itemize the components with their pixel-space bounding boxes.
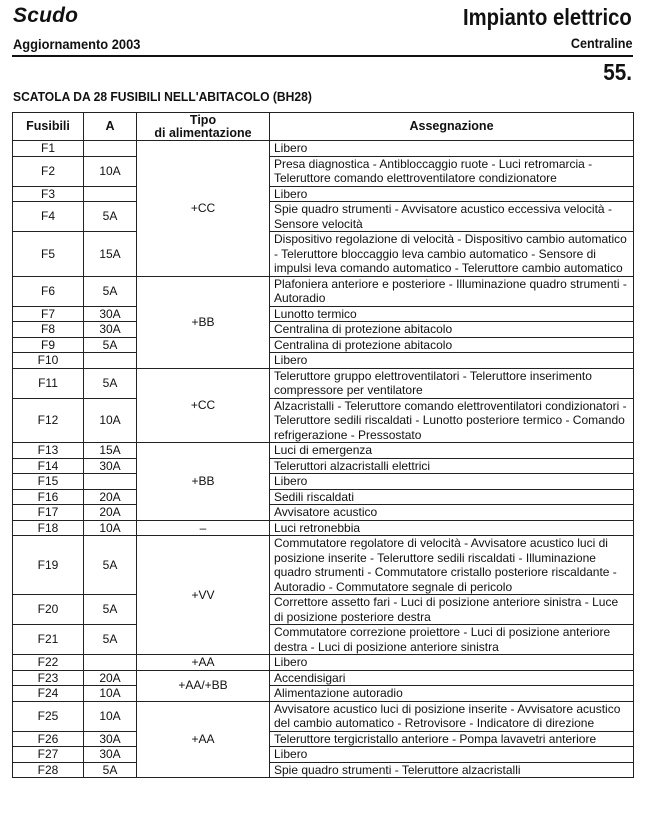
fuse-assignment: Presa diagnostica - Antibloccaggio ruote - Luci retromarcia - Teleruttore comando elettroventilatore condizionatore — [270, 156, 634, 186]
fuse-amperage: 10A — [84, 701, 137, 731]
table-row — [13, 536, 634, 595]
page-number: 55. — [603, 59, 632, 85]
fuse-amperage: 30A — [84, 458, 137, 474]
fuse-amperage: 10A — [84, 520, 137, 536]
fuse-assignment: Commutatore regolatore di velocità - Avvisatore acustico luci di posizione inserite - Teleruttore sedili riscaldati - Illuminazione quadro strumenti - Commutatore cristallo posteriore riscaldante - Autoradio - Commutatore segnale di pericolo — [270, 536, 634, 595]
fuse-assignment: Sedili riscaldati — [270, 489, 634, 505]
table-row — [13, 595, 634, 625]
table-row — [13, 337, 634, 353]
fuse-assignment: Libero — [270, 655, 634, 671]
fuse-id: F15 — [13, 474, 84, 490]
fuse-id: F5 — [13, 232, 84, 277]
col-header-fuse: Fusibili — [13, 113, 84, 141]
fuse-id: F14 — [13, 458, 84, 474]
fuse-id: F24 — [13, 686, 84, 702]
fuse-supply-type: +BB — [137, 443, 270, 521]
table-row — [13, 186, 634, 202]
fuse-assignment: Centralina di protezione abitacolo — [270, 337, 634, 353]
col-header-amp: A — [84, 113, 137, 141]
table-row — [13, 670, 634, 686]
fuse-amperage: 5A — [84, 625, 137, 655]
fuse-id: F19 — [13, 536, 84, 595]
fuse-supply-type: +BB — [137, 276, 270, 368]
table-row — [13, 520, 634, 536]
fuse-id: F10 — [13, 353, 84, 369]
fuse-amperage: 20A — [84, 670, 137, 686]
col-header-supply-line1: Tipo — [189, 112, 217, 127]
table-row — [13, 458, 634, 474]
fuse-amperage — [84, 186, 137, 202]
fuse-amperage — [84, 655, 137, 671]
header-subsection: Centraline — [570, 35, 632, 51]
fuse-assignment: Centralina di protezione abitacolo — [270, 322, 634, 338]
header-section: Impianto elettrico — [463, 4, 632, 30]
table-row — [13, 368, 634, 398]
fuse-supply-type: +CC — [137, 368, 270, 443]
table-row — [13, 322, 634, 338]
table-row — [13, 306, 634, 322]
fuse-amperage: 10A — [84, 686, 137, 702]
fuse-amperage: 5A — [84, 337, 137, 353]
fuse-supply-type: +AA — [137, 701, 270, 778]
fuse-amperage: 30A — [84, 731, 137, 747]
fuse-assignment: Luci retronebbia — [270, 520, 634, 536]
header-rule — [12, 55, 633, 57]
table-row — [13, 443, 634, 459]
fuse-id: F1 — [13, 141, 84, 157]
fuse-table — [12, 112, 634, 778]
table-row — [13, 701, 634, 731]
table-row — [13, 232, 634, 277]
fuse-id: F25 — [13, 701, 84, 731]
fuse-amperage: 10A — [84, 398, 137, 443]
fuse-assignment: Alimentazione autoradio — [270, 686, 634, 702]
table-row — [13, 625, 634, 655]
table-row — [13, 398, 634, 443]
fuse-amperage: 30A — [84, 747, 137, 763]
fuse-assignment: Correttore assetto fari - Luci di posizione anteriore sinistra - Luce di posizione posteriore destra — [270, 595, 634, 625]
fuse-id: F20 — [13, 595, 84, 625]
table-body — [13, 141, 634, 778]
col-header-supply-line2: di alimentazione — [154, 125, 252, 140]
table-title: SCATOLA DA 28 FUSIBILI NELL'ABITACOLO (BH28) — [13, 89, 312, 104]
fuse-amperage: 5A — [84, 368, 137, 398]
fuse-amperage: 5A — [84, 595, 137, 625]
fuse-id: F8 — [13, 322, 84, 338]
fuse-id: F17 — [13, 505, 84, 521]
fuse-assignment: Spie quadro strumenti - Teleruttore alzacristalli — [270, 762, 634, 778]
fuse-supply-type: +AA — [137, 655, 270, 671]
col-header-assignment: Assegnazione — [270, 113, 634, 141]
fuse-amperage: 20A — [84, 505, 137, 521]
fuse-amperage: 15A — [84, 232, 137, 277]
fuse-amperage: 5A — [84, 202, 137, 232]
table-row — [13, 505, 634, 521]
fuse-assignment: Teleruttore gruppo elettroventilatori - Teleruttore inserimento compressore per ventilatore — [270, 368, 634, 398]
fuse-amperage: 15A — [84, 443, 137, 459]
table-row — [13, 141, 634, 157]
fuse-amperage: 30A — [84, 322, 137, 338]
fuse-assignment: Teleruttori alzacristalli elettrici — [270, 458, 634, 474]
fuse-supply-type: – — [137, 520, 270, 536]
fuse-id: F13 — [13, 443, 84, 459]
fuse-supply-type: +CC — [137, 141, 270, 277]
fuse-assignment: Libero — [270, 747, 634, 763]
fuse-id: F26 — [13, 731, 84, 747]
fuse-id: F23 — [13, 670, 84, 686]
fuse-assignment: Spie quadro strumenti - Avvisatore acustico eccessiva velocità - Sensore velocità — [270, 202, 634, 232]
fuse-amperage — [84, 141, 137, 157]
table-row — [13, 156, 634, 186]
header-update: Aggiornamento 2003 — [13, 36, 141, 52]
fuse-supply-type: +AA/+BB — [137, 670, 270, 701]
fuse-assignment: Avvisatore acustico luci di posizione inserite - Avvisatore acustico del cambio automatico - Retrovisore - Indicatore di direzione — [270, 701, 634, 731]
fuse-supply-type: +VV — [137, 536, 270, 655]
fuse-assignment: Luci di emergenza — [270, 443, 634, 459]
table-row — [13, 686, 634, 702]
fuse-amperage: 20A — [84, 489, 137, 505]
fuse-assignment: Libero — [270, 353, 634, 369]
fuse-assignment: Plafoniera anteriore e posteriore - Illuminazione quadro strumenti - Autoradio — [270, 276, 634, 306]
fuse-id: F4 — [13, 202, 84, 232]
fuse-assignment: Accendisigari — [270, 670, 634, 686]
fuse-id: F22 — [13, 655, 84, 671]
fuse-amperage: 10A — [84, 156, 137, 186]
table-row — [13, 474, 634, 490]
fuse-amperage: 5A — [84, 762, 137, 778]
fuse-id: F28 — [13, 762, 84, 778]
fuse-id: F9 — [13, 337, 84, 353]
fuse-assignment: Libero — [270, 474, 634, 490]
header-model: Scudo — [13, 4, 79, 27]
fuse-assignment: Teleruttore tergicristallo anteriore - Pompa lavavetri anteriore — [270, 731, 634, 747]
fuse-id: F27 — [13, 747, 84, 763]
fuse-assignment: Dispositivo regolazione di velocità - Dispositivo cambio automatico - Teleruttore bloccaggio leva cambio automatico - Sensore di impulsi leva comando automatico - Teleruttore cambio automatico — [270, 232, 634, 277]
table-header-row — [13, 113, 634, 141]
fuse-id: F12 — [13, 398, 84, 443]
fuse-id: F21 — [13, 625, 84, 655]
fuse-assignment: Lunotto termico — [270, 306, 634, 322]
fuse-assignment: Commutatore correzione proiettore - Luci di posizione anteriore destra - Luci di posizione anteriore sinistra — [270, 625, 634, 655]
table-row — [13, 747, 634, 763]
table-row — [13, 762, 634, 778]
table-row — [13, 655, 634, 671]
fuse-amperage: 5A — [84, 276, 137, 306]
fuse-assignment: Alzacristalli - Teleruttore comando elettroventilatori condizionatori - Teleruttore sedili riscaldati - Lunotto posteriore termico - Comando refrigerazione - Pressostato — [270, 398, 634, 443]
fuse-id: F18 — [13, 520, 84, 536]
fuse-id: F16 — [13, 489, 84, 505]
table-row — [13, 353, 634, 369]
fuse-id: F11 — [13, 368, 84, 398]
fuse-amperage: 30A — [84, 306, 137, 322]
fuse-id: F6 — [13, 276, 84, 306]
fuse-assignment: Libero — [270, 186, 634, 202]
fuse-amperage — [84, 474, 137, 490]
fuse-id: F3 — [13, 186, 84, 202]
table-row — [13, 489, 634, 505]
table-row — [13, 202, 634, 232]
fuse-amperage — [84, 353, 137, 369]
fuse-id: F2 — [13, 156, 84, 186]
col-header-supply — [137, 113, 270, 141]
fuse-assignment: Libero — [270, 141, 634, 157]
fuse-assignment: Avvisatore acustico — [270, 505, 634, 521]
fuse-amperage: 5A — [84, 536, 137, 595]
table-row — [13, 731, 634, 747]
fuse-id: F7 — [13, 306, 84, 322]
table-row — [13, 276, 634, 306]
